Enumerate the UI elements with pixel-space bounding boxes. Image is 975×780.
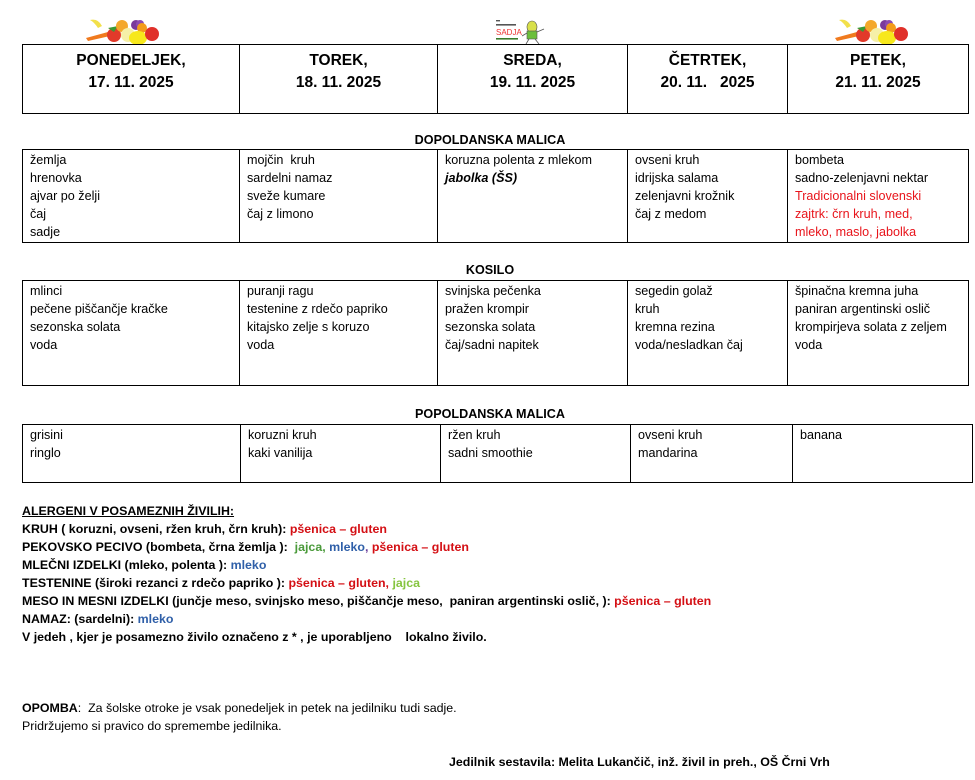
menu-item: žemlja [30, 153, 67, 167]
allergen-gluten: pšenica – gluten [368, 540, 469, 554]
menu-item-school-fruit: jabolka (ŠS) [445, 171, 518, 185]
menu-item: idrijska salama [635, 171, 719, 185]
menu-cell-tuesday [240, 150, 438, 243]
allergen-line-pekovsko [22, 538, 469, 556]
menu-item: voda [30, 338, 58, 352]
menu-item: voda/nesladkan čaj [635, 338, 743, 352]
note-label: OPOMBA [22, 701, 78, 715]
menu-item: mandarina [638, 446, 698, 460]
menu-item: testenine z rdečo papriko [247, 302, 388, 316]
days-header-table [22, 44, 969, 114]
allergen-food: PEKOVSKO PECIVO (bombeta, črna žemlja ): [22, 540, 295, 554]
menu-item-traditional: mleko, maslo, jabolka [795, 225, 917, 239]
menu-cell-friday [788, 281, 969, 386]
section-title-popoldanska: POPOLDANSKA MALICA [415, 407, 565, 421]
fruit-basket-icon-right [833, 16, 911, 46]
day-header-friday [788, 45, 969, 114]
allergen-line-kruh [22, 520, 387, 538]
day-date: 21. 11. 2025 [835, 74, 921, 91]
allergen-food: MLEČNI IZDELKI (mleko, polenta ): [22, 558, 231, 572]
menu-item: kruh [635, 302, 660, 316]
menu-cell-monday [23, 281, 240, 386]
menu-item: segedin golaž [635, 284, 713, 298]
allergen-line-namaz [22, 610, 173, 628]
kosilo-table [22, 280, 969, 386]
allergen-gluten: pšenica – gluten [289, 522, 387, 536]
day-name: ČETRTEK, [668, 52, 747, 69]
menu-item-traditional: Tradicionalni slovenski [795, 189, 922, 203]
menu-item: pečene piščančje kračke [30, 302, 168, 316]
menu-item: špinačna kremna juha [795, 284, 919, 298]
menu-item: koruzna polenta z mlekom [445, 153, 592, 167]
menu-item: sezonska solata [30, 320, 121, 334]
note-line-1 [22, 699, 457, 717]
menu-cell-thursday [628, 150, 788, 243]
menu-item: voda [795, 338, 823, 352]
menu-item: sezonska solata [445, 320, 536, 334]
allergen-line-meso [22, 592, 711, 610]
allergen-eggs: jajca [389, 576, 421, 590]
day-date: 17. 11. 2025 [88, 74, 174, 91]
menu-cell-wednesday [438, 281, 628, 386]
menu-item: sadno-zelenjavni nektar [795, 171, 929, 185]
menu-item: hrenovka [30, 171, 82, 185]
menu-item: sadje [30, 225, 61, 239]
menu-item: ringlo [30, 446, 61, 460]
menu-item: ovseni kruh [635, 153, 700, 167]
allergen-separator: , [364, 540, 369, 554]
allergen-food: KRUH ( koruzni, ovseni, ržen kruh, črn kruh): [22, 522, 290, 536]
menu-item: grisini [30, 428, 63, 442]
menu-item: zelenjavni krožnik [635, 189, 735, 203]
allergen-line-testenine [22, 574, 420, 592]
menu-item-traditional: zajtrk: črn kruh, med, [795, 207, 913, 221]
menu-item: kaki vanilija [248, 446, 313, 460]
menu-item: čaj [30, 207, 47, 221]
menu-cell-wednesday [438, 150, 628, 243]
menu-item: bombeta [795, 153, 845, 167]
menu-item: ržen kruh [448, 428, 501, 442]
menu-item: sadni smoothie [448, 446, 533, 460]
svg-text:SADJA: SADJA [496, 28, 522, 37]
allergen-gluten: pšenica – gluten [614, 594, 712, 608]
allergen-eggs: jajca, [294, 540, 326, 554]
menu-item: ovseni kruh [638, 428, 703, 442]
menu-item: svinjska pečenka [445, 284, 541, 298]
section-title-kosilo: KOSILO [465, 263, 515, 277]
shema-solskega-sadja-logo [495, 17, 547, 45]
menu-item: čaj z limono [247, 207, 314, 221]
signature: Jedilnik sestavila: Melita Lukančič, inž. živil in preh., OŠ Črni Vrh [449, 755, 830, 769]
allergens-heading: ALERGENI V POSAMEZNIH ŽIVILIH: [22, 504, 235, 518]
section-title-dopoldanska: DOPOLDANSKA MALICA [414, 133, 566, 147]
menu-item: sveže kumare [247, 189, 326, 203]
menu-item: čaj z medom [635, 207, 707, 221]
day-header-monday [23, 45, 240, 114]
menu-item: pražen krompir [445, 302, 529, 316]
allergen-food: MESO IN MESNI IZDELKI (junčje meso, svinjsko meso, piščančje meso, paniran argentinski oslič, ): [22, 594, 615, 608]
menu-cell-wednesday [441, 425, 631, 483]
dopoldanska-table [22, 149, 969, 243]
allergen-gluten: pšenica – gluten, [288, 576, 389, 590]
menu-cell-tuesday [240, 281, 438, 386]
day-name: PETEK, [850, 52, 906, 69]
menu-item: paniran argentinski oslič [795, 302, 931, 316]
popoldanska-table [22, 424, 973, 483]
menu-cell-friday [788, 150, 969, 243]
allergen-line-mlecni [22, 556, 266, 574]
day-date: 18. 11. 2025 [295, 74, 382, 91]
menu-item: sardelni namaz [247, 171, 333, 185]
day-date: 20. 11. 2025 [660, 74, 755, 91]
note-line-2: Pridržujemo si pravico do spremembe jedilnika. [22, 719, 282, 733]
menu-item: mojčin kruh [247, 153, 315, 167]
menu-cell-friday [793, 425, 973, 483]
menu-cell-monday [23, 150, 240, 243]
fruit-basket-icon-left [84, 16, 162, 46]
menu-cell-thursday [628, 281, 788, 386]
allergen-food: NAMAZ: (sardelni): [22, 612, 138, 626]
menu-item: krompirjeva solata z zeljem [795, 320, 947, 334]
allergen-food: TESTENINE (široki rezanci z rdečo papriko ): [22, 576, 289, 590]
menu-item: kremna rezina [635, 320, 715, 334]
menu-cell-monday [23, 425, 241, 483]
day-name: SREDA, [503, 52, 562, 69]
day-date: 19. 11. 2025 [489, 74, 576, 91]
menu-item: banana [800, 428, 843, 442]
local-food-note: V jedeh , kjer je posamezno živilo označeno z * , je uporabljeno lokalno živilo. [22, 630, 487, 644]
menu-item: koruzni kruh [248, 428, 317, 442]
menu-cell-tuesday [241, 425, 441, 483]
allergen-milk: mleko [230, 558, 267, 572]
menu-cell-thursday [631, 425, 793, 483]
day-header-thursday [628, 45, 788, 114]
day-name: TOREK, [309, 52, 368, 69]
menu-item: voda [247, 338, 275, 352]
menu-item: mlinci [30, 284, 63, 298]
note-text: : Za šolske otroke je vsak ponedeljek in petek na jedilniku tudi sadje. [77, 701, 457, 715]
menu-item: kitajsko zelje s koruzo [247, 320, 370, 334]
menu-item: puranji ragu [247, 284, 314, 298]
allergen-milk: mleko [137, 612, 174, 626]
day-name: PONEDELJEK, [76, 52, 186, 69]
day-header-wednesday [438, 45, 628, 114]
allergen-milk: mleko [325, 540, 365, 554]
day-header-tuesday [240, 45, 438, 114]
menu-item: ajvar po želji [30, 189, 100, 203]
menu-item: čaj/sadni napitek [445, 338, 539, 352]
